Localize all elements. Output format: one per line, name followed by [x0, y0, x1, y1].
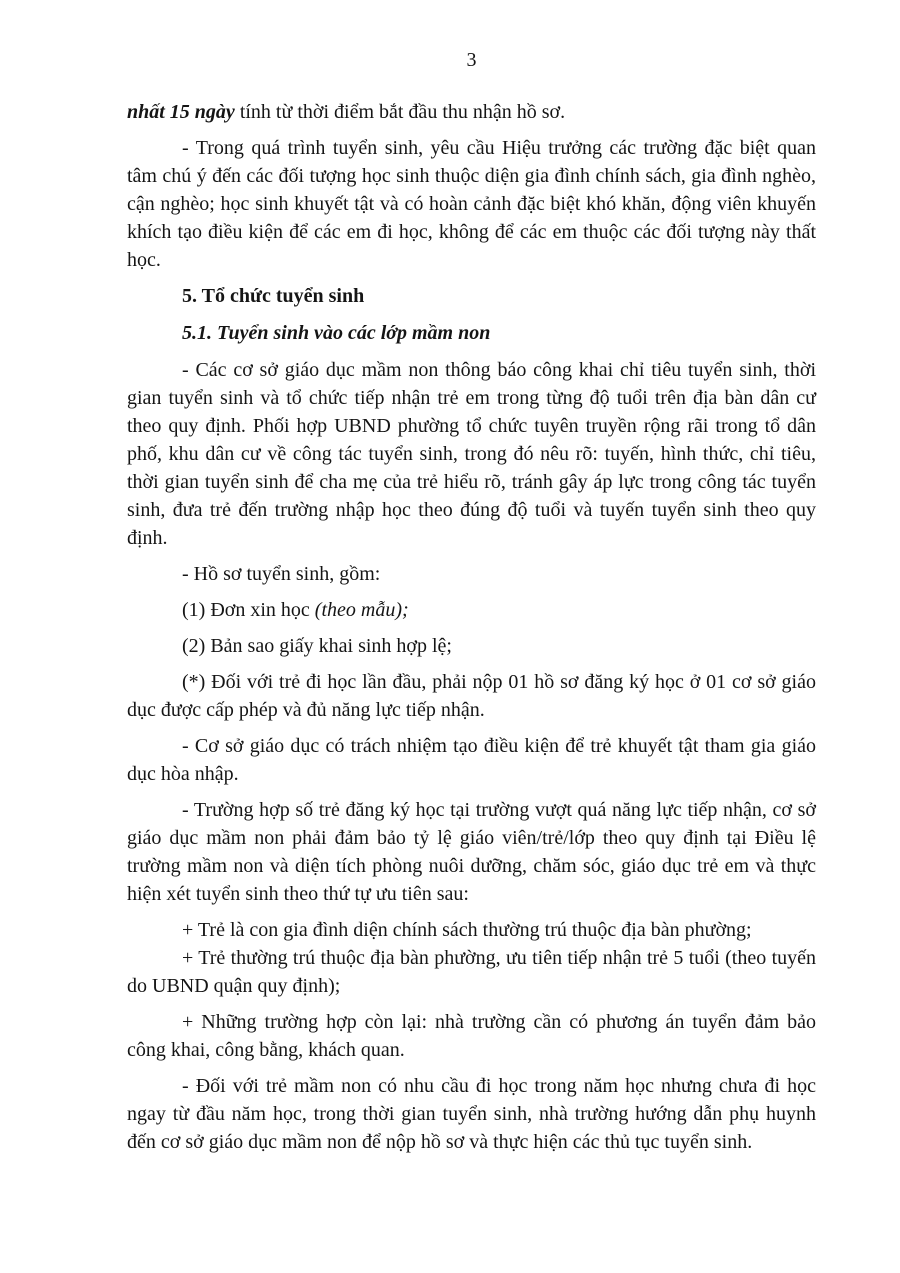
para-uu-tien-3: [127, 1008, 816, 1064]
text-segment: 5. Tổ chức tuyển sinh: [182, 285, 365, 307]
para-don-xin-hoc: [127, 596, 816, 624]
page-number: 3: [466, 49, 477, 71]
text-segment: + Trẻ là con gia đình diện chính sách thường trú thuộc địa bàn phường;: [182, 919, 752, 941]
text-segment: - Đối với trẻ mầm non có nhu cầu đi học trong năm học nhưng chưa đi học ngay từ đầu năm học, trong thời gian tuyển sinh, nhà trường hướng dẫn phụ huynh đến cơ sở giáo dục mầm non để nộp hồ sơ và thực hiện các thủ tục tuyển sinh.: [127, 1075, 816, 1153]
para-hieu-truong-quan-tam: [127, 134, 816, 274]
para-uu-tien-1: [127, 916, 816, 944]
section-heading-5: [127, 282, 816, 310]
text-segment: (1) Đơn xin học: [182, 599, 315, 621]
para-tre-khuyet-tat: [127, 732, 816, 788]
text-segment: (2) Bản sao giấy khai sinh hợp lệ;: [182, 635, 452, 657]
para-thong-bao-cong-khai: [127, 356, 816, 552]
para-nhu-cau-di-hoc-trong-nam: [127, 1072, 816, 1156]
text-segment: + Những trường hợp còn lại: nhà trường cần có phương án tuyển đảm bảo công khai, công bằng, khách quan.: [127, 1011, 816, 1061]
para-continuation: [127, 98, 816, 126]
section-heading-5-1: [127, 319, 816, 347]
para-vuot-qua-nang-luc: [127, 796, 816, 908]
text-segment: - Cơ sở giáo dục có trách nhiệm tạo điều kiện để trẻ khuyết tật tham gia giáo dục hòa nhập.: [127, 735, 816, 785]
para-uu-tien-2: [127, 944, 816, 1000]
document-body: [127, 98, 816, 1156]
text-segment: tính từ thời điểm bắt đầu thu nhận hồ sơ.: [234, 101, 566, 123]
text-segment: (theo mẫu);: [314, 599, 409, 621]
text-segment: 5.1. Tuyển sinh vào các lớp mầm non: [182, 322, 491, 344]
text-segment: + Trẻ thường trú thuộc địa bàn phường, ưu tiên tiếp nhận trẻ 5 tuổi (theo tuyến do UBND quận quy định);: [127, 947, 816, 997]
text-segment: nhất 15 ngày: [127, 101, 235, 123]
text-segment: - Các cơ sở giáo dục mầm non thông báo công khai chỉ tiêu tuyển sinh, thời gian tuyển sinh và tổ chức tiếp nhận trẻ em trong từng độ tuổi trên địa bàn dân cư theo quy định. Phối hợp UBND phường tổ chức tuyên truyền rộng rãi trong tổ dân phố, khu dân cư về công tác tuyển sinh, trong đó nêu rõ: tuyến, hình thức, chỉ tiêu, thời gian tuyển sinh để cha mẹ của trẻ hiểu rõ, tránh gây áp lực trong công tác tuyển sinh, đưa trẻ đến trường nhập học theo đúng độ tuổi và tuyến tuyển sinh theo quy định.: [127, 359, 816, 549]
text-segment: - Trường hợp số trẻ đăng ký học tại trường vượt quá năng lực tiếp nhận, cơ sở giáo dục mầm non phải đảm bảo tỷ lệ giáo viên/trẻ/lớp theo quy định tại Điều lệ trường mầm non và diện tích phòng nuôi dưỡng, chăm sóc, giáo dục trẻ em và thực hiện xét tuyển sinh theo thứ tự ưu tiên sau:: [127, 799, 816, 905]
para-ban-sao-giay-khai-sinh: [127, 632, 816, 660]
para-ho-so-tuyen-sinh: [127, 560, 816, 588]
para-tre-di-hoc-lan-dau: [127, 668, 816, 724]
text-segment: - Hồ sơ tuyển sinh, gồm:: [182, 563, 381, 585]
text-segment: (*) Đối với trẻ đi học lần đầu, phải nộp 01 hồ sơ đăng ký học ở 01 cơ sở giáo dục được cấp phép và đủ năng lực tiếp nhận.: [127, 671, 816, 721]
text-segment: - Trong quá trình tuyển sinh, yêu cầu Hiệu trưởng các trường đặc biệt quan tâm chú ý đến các đối tượng học sinh thuộc diện gia đình chính sách, gia đình nghèo, cận nghèo; học sinh khuyết tật và có hoàn cảnh đặc biệt khó khăn, động viên khuyến khích tạo điều kiện để các em đi học, không để các em thuộc các đối tượng này thất học.: [127, 137, 816, 271]
